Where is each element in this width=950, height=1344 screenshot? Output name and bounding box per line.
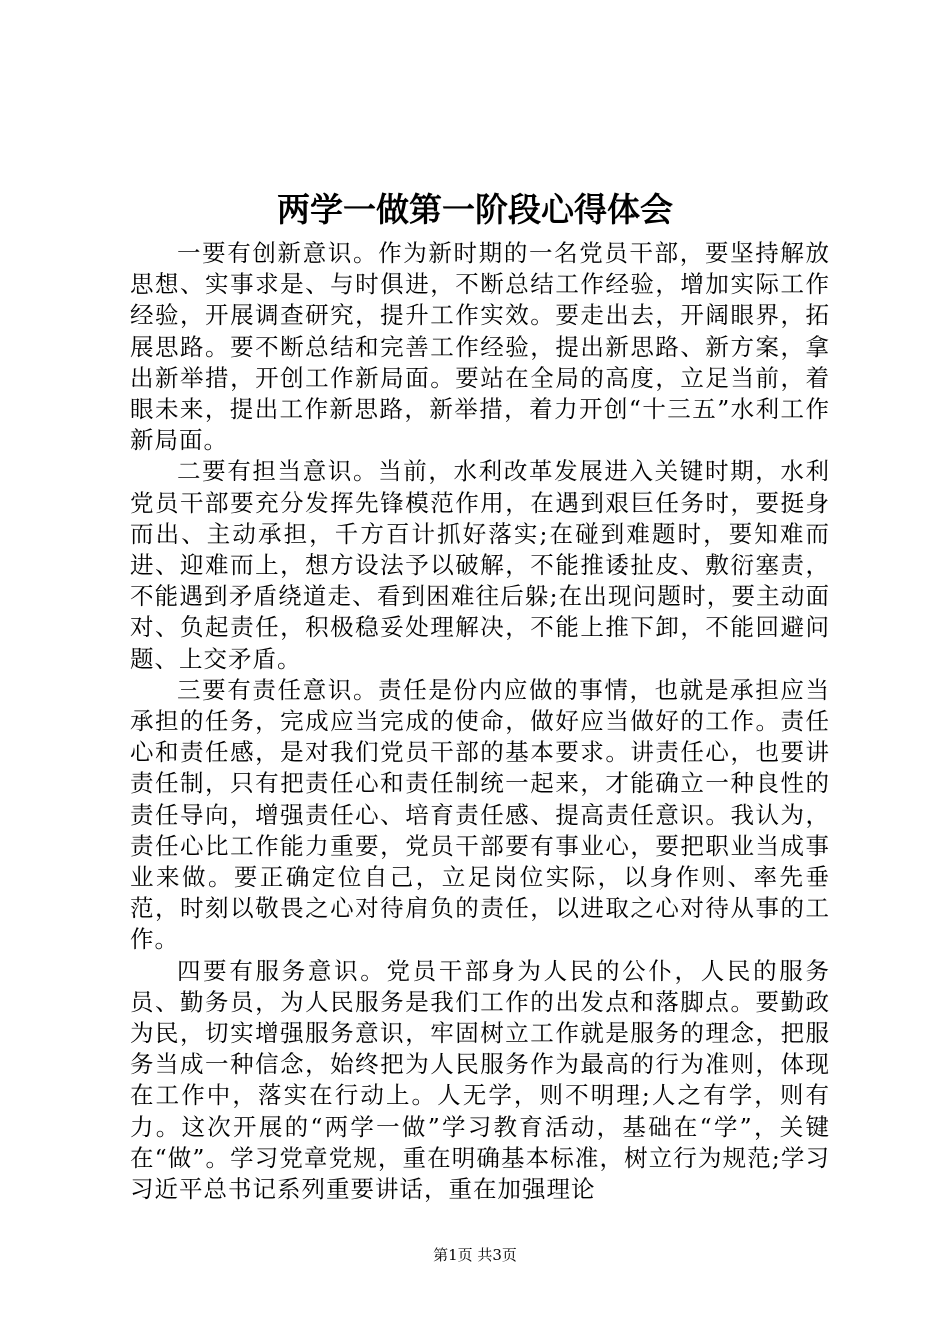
paragraph-duty: 三要有责任意识。责任是份内应做的事情，也就是承担应当承担的任务，完成应当完成的使命，做好应当做好的工作。责任心和责任感，是对我们党员干部的基本要求。讲责任心，也要讲责任制，只有把责任心和责任制统一起来，才能确立一种良性的责任导向，增强责任心、培育责任感、提高责任意识。我认为，责任心比工作能力重要，党员干部要有事业心，要把职业当成事业来做。要正确定位自己，立足岗位实际，以身作则、率先垂范，时刻以敬畏之心对待肩负的责任，以进取之心对待从事的工作。 (130, 675, 830, 954)
paragraph-responsibility-taking: 二要有担当意识。当前，水利改革发展进入关键时期，水利党员干部要充分发挥先锋模范作用，在遇到艰巨任务时，要挺身而出、主动承担，千方百计抓好落实;在碰到难题时，要知难而进、迎难而上，想方设法予以破解，不能推诿扯皮、敷衍塞责，不能遇到矛盾绕道走、看到困难往后躲;在出现问题时，要主动面对、负起责任，积极稳妥处理解决，不能上推下卸，不能回避问题、上交矛盾。 (130, 457, 830, 673)
document-title: 两学一做第一阶段心得体会 (277, 190, 673, 229)
page-number-footer: 第1页 共3页 (433, 1246, 517, 1264)
paragraph-service: 四要有服务意识。党员干部身为人民的公仆，人民的服务员、勤务员，为人民服务是我们工作的出发点和落脚点。要勤政为民，切实增强服务意识，牢固树立工作就是服务的理念，把服务当成一种信念，始终把为人民服务作为最高的行为准则，体现在工作中，落实在行动上。人无学，则不明理;人之有学，则有力。这次开展的“两学一做”学习教育活动，基础在“学”，关键在“做”。学习党章党规，重在明确基本标准，树立行为规范;学习习近平总书记系列重要讲话，重在加强理论 (130, 956, 830, 1204)
document-body (130, 238, 830, 1205)
paragraph-innovation: 一要有创新意识。作为新时期的一名党员干部，要坚持解放思想、实事求是、与时俱进，不断总结工作经验，增加实际工作经验，开展调查研究，提升工作实效。要走出去，开阔眼界，拓展思路。要不断总结和完善工作经验，提出新思路、新方案，拿出新举措，开创工作新局面。要站在全局的高度，立足当前，着眼未来，提出工作新思路，新举措，着力开创“十三五”水利工作新局面。 (130, 239, 830, 455)
